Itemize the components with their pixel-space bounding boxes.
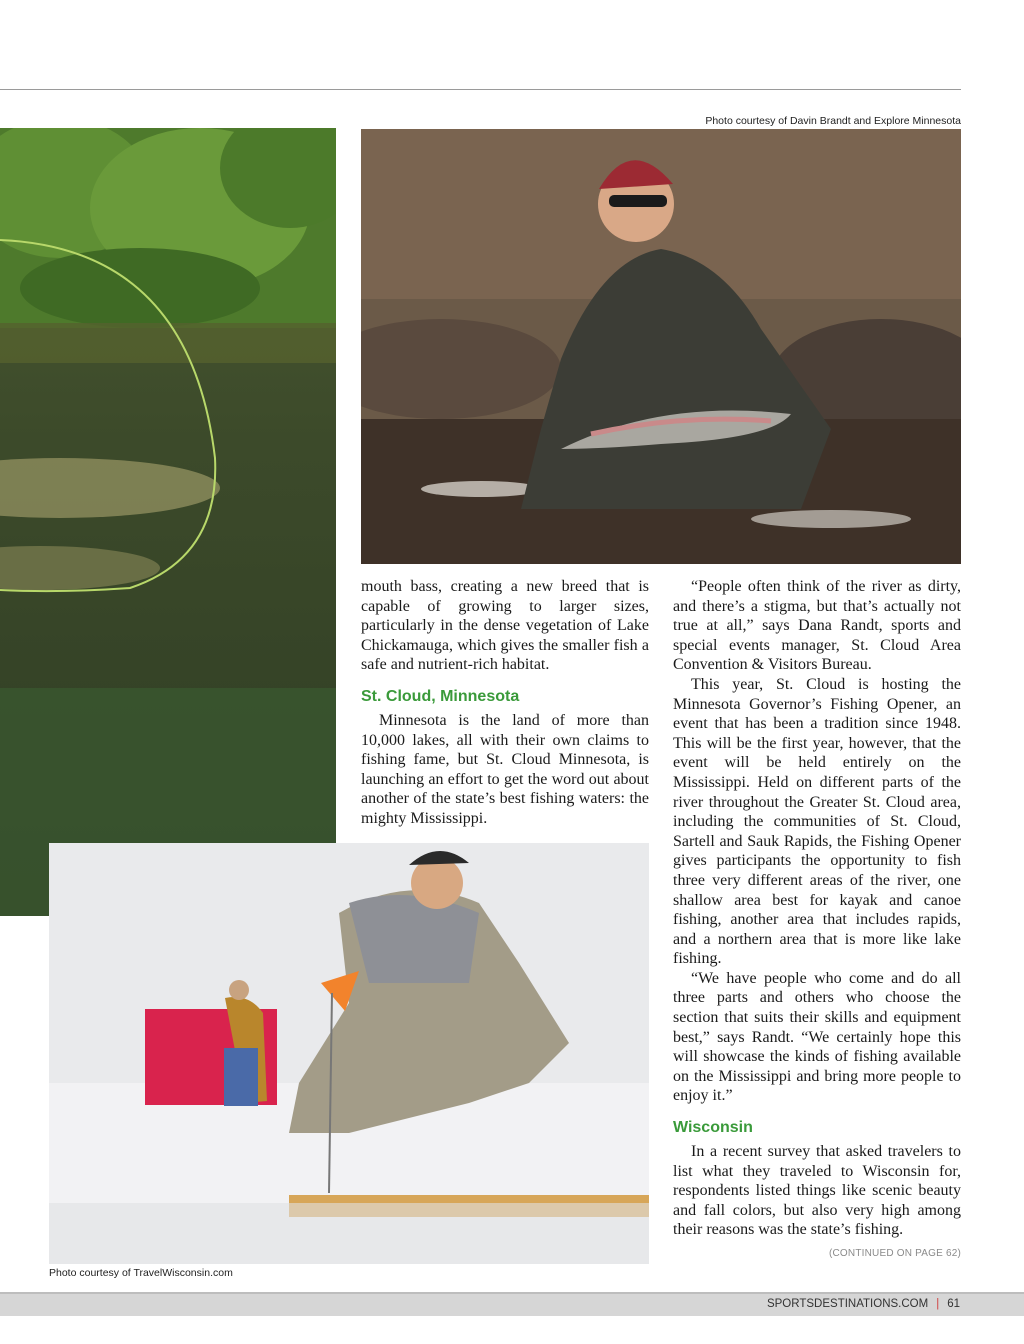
footer-site-link[interactable]: SPORTSDESTINATIONS.COM — [766, 1298, 929, 1310]
article-paragraph: mouth bass, creating a new breed that is capable of growing to larger sizes, particularly in the dense vegetation of Lake Chickamauga, which gives the smaller fish a safe and nutrient-rich habitat. — [361, 578, 649, 674]
article-paragraph: In a recent survey that asked travelers to list what they traveled to Wisconsin for, respondents listed things like scenic beauty and fall colors, but also very high among their reasons was the state’s fishing. — [673, 1143, 961, 1239]
article-column-right — [673, 577, 961, 1264]
footer-bar — [0, 1292, 1024, 1316]
angler-with-rainbow-trout-photo — [361, 129, 961, 564]
section-heading-st-cloud: St. Cloud, Minnesota — [361, 687, 520, 705]
article-paragraph: This year, St. Cloud is hosting the Minnesota Governor’s Fishing Opener, an event that has been a tradition since 1948. This will be the first year, however, that the event will be held entirely on the Mississippi. Held on different parts of the river throughout the Greater St. Cloud area, including the communities of St. Cloud, Sartell and Sauk Rapids, the Fishing Opener gives participants the opportunity to fish three very different areas of the river, one shallow area best for kayak and canoe fishing, another area that includes rapids, and a northern area that is more like lake fishing. — [673, 675, 961, 968]
footer-separator: | — [936, 1298, 940, 1310]
page-number: 61 — [947, 1298, 960, 1310]
section-heading-wisconsin: Wisconsin — [673, 1119, 753, 1137]
continued-on-page-note: (CONTINUED ON PAGE 62) — [828, 1248, 961, 1259]
photo-credit-bottom: Photo courtesy of TravelWisconsin.com — [49, 1267, 233, 1279]
article-paragraph: “People often think of the river as dirty, and there’s a stigma, but that’s actually not true at all,” says Dana Randt, sports and special events manager, St. Cloud Area Convention & Visitors Bureau. — [673, 578, 961, 674]
photo-credit-top: Photo courtesy of Davin Brandt and Explore Minnesota — [705, 115, 961, 127]
article-paragraph: Minnesota is the land of more than 10,000 lakes, all with their own claims to fishing fame, but St. Cloud Minnesota, is launching an effort to get the word out about another of the state’s best fishing waters: the mighty Mississippi. — [361, 711, 649, 827]
article-paragraph: “We have people who come and do all three parts and others who choose the section that suits their skills and equipment best,” says Randt. “We certainly hope this will showcase the kinds of fishing available on the Mississippi and bring more people to enjoy it.” — [673, 969, 961, 1105]
ice-fishing-photo — [49, 843, 649, 1264]
footer — [767, 1298, 960, 1310]
article-column-middle — [361, 577, 649, 829]
top-rule — [0, 89, 961, 90]
fly-fishing-river-photo — [0, 128, 336, 916]
